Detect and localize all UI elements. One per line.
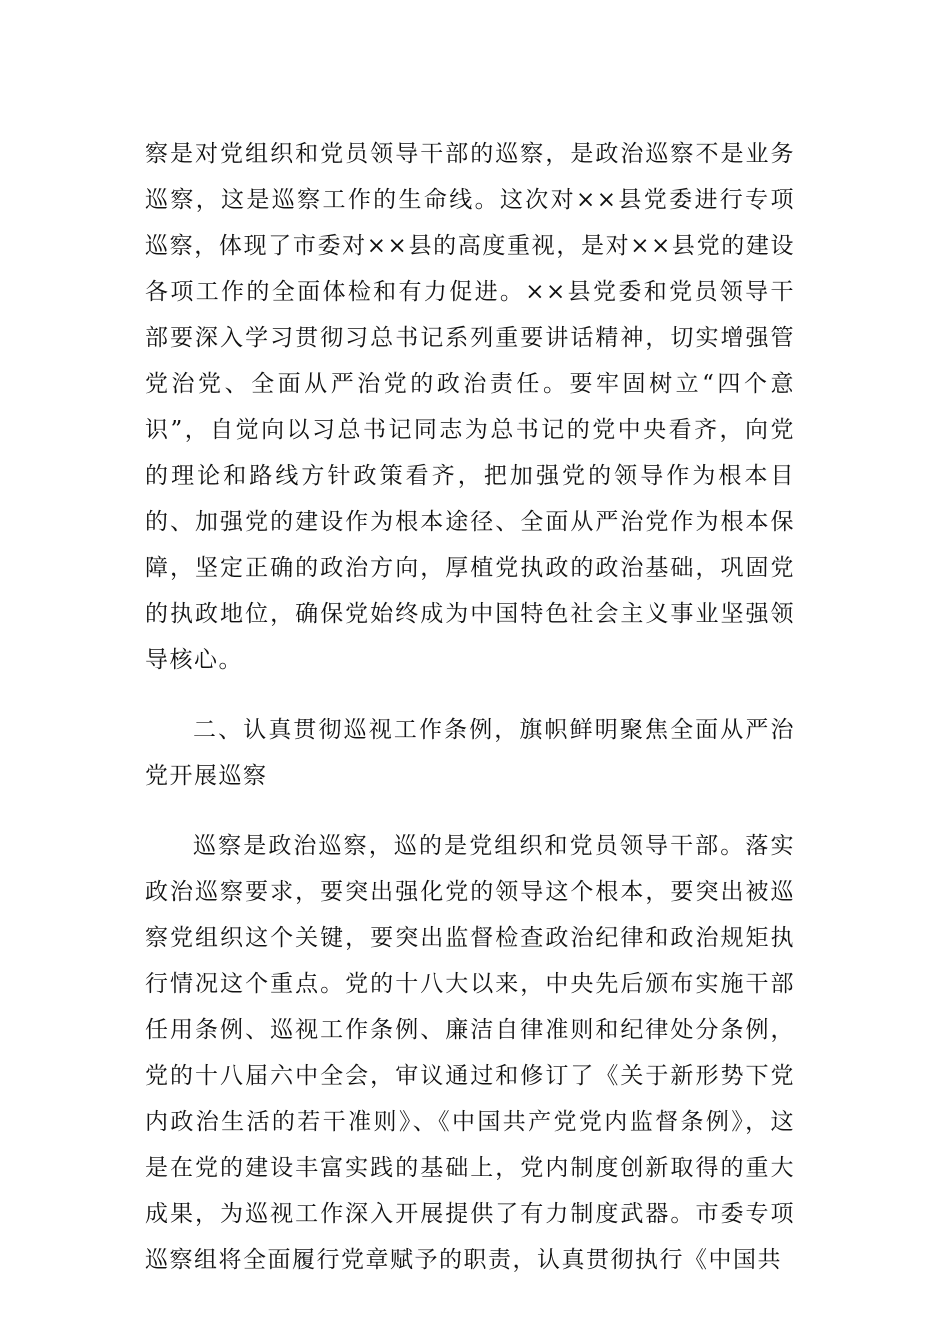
body-paragraph-3: 巡察是政治巡察，巡的是党组织和党员领导干部。落实政治巡察要求，要突出强化党的领导这个根本，要突出被巡察党组织这个关键，要突出监督检查政治纪律和政治规矩执行情况这个重点。党的十八大以来，中央先后颁布实施干部任用条例、巡视工作条例、廉洁自律准则和纪律处分条例，党的十八届六中全会，审议通过和修订了《关于新形势下党内政治生活的若干准则》、《中国共产党党内监督条例》，这是在党的建设丰富实践的基础上，党内制度创新取得的重大成果，为巡视工作深入开展提供了有力制度武器。市委专项巡察组将全面履行党章赋予的职责，认真贯彻执行《中国共 [145,833,795,1273]
section-heading-2: 二、认真贯彻巡视工作条例，旗帜鲜明聚焦全面从严治党开展巡察 [145,717,795,789]
document-body [145,131,795,1283]
body-paragraph-1: 察是对党组织和党员领导干部的巡察，是政治巡察不是业务巡察，这是巡察工作的生命线。这次对××县党委进行专项巡察，体现了市委对××县的高度重视，是对××县党的建设各项工作的全面体检和有力促进。××县党委和党员领导干部要深入学习贯彻习总书记系列重要讲话精神，切实增强管党治党、全面从严治党的政治责任。要牢固树立“四个意识”，自觉向以习总书记同志为总书记的党中央看齐，向党的理论和路线方针政策看齐，把加强党的领导作为根本目的、加强党的建设作为根本途径、全面从严治党作为根本保障，坚定正确的政治方向，厚植党执政的政治基础，巩固党的执政地位，确保党始终成为中国特色社会主义事业坚强领导核心。 [145,141,795,673]
paragraph-spacer [145,683,795,707]
paragraph-spacer [145,799,795,823]
